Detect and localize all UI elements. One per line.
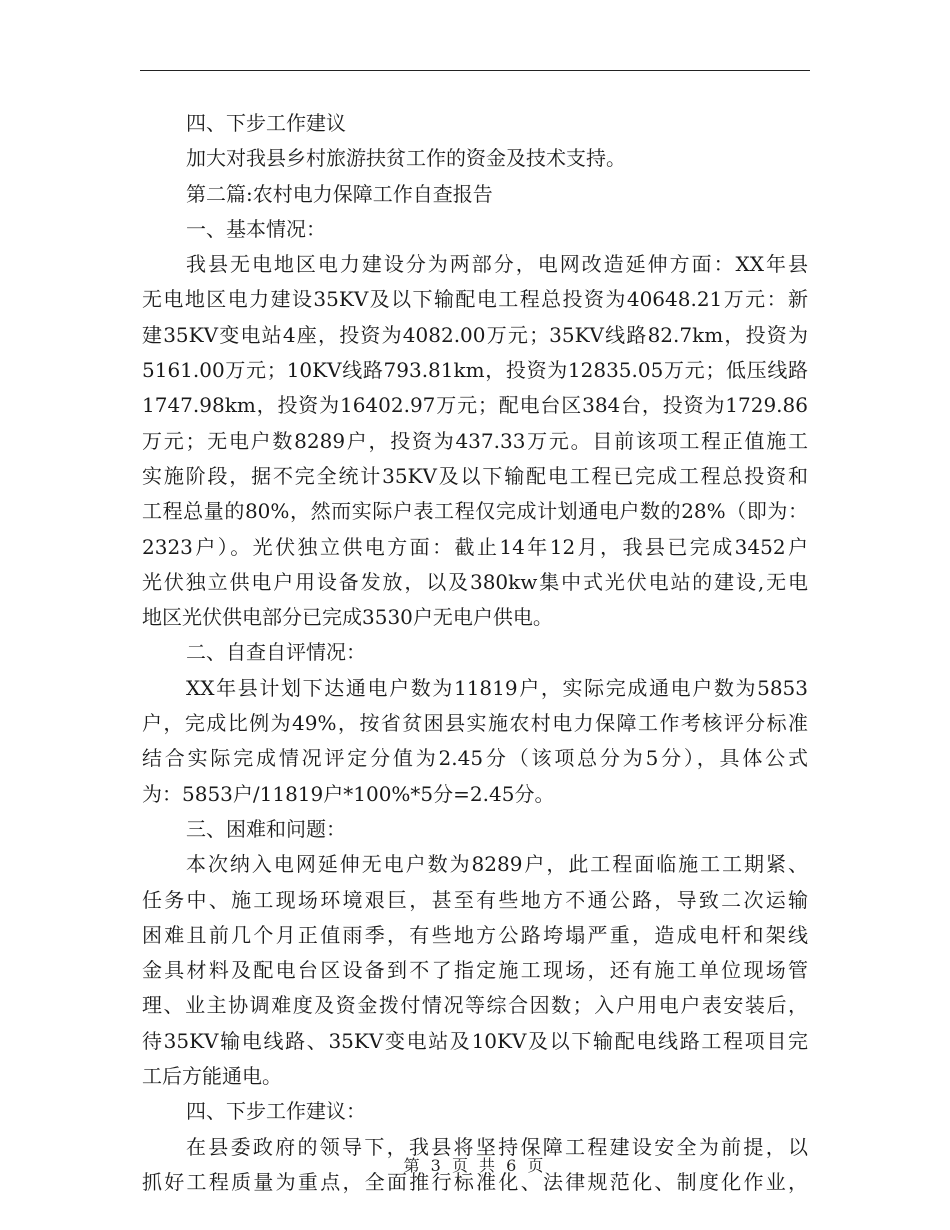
text-line: 在县委政府的领导下，我县将坚持保障工程建设安全为前提，以 xyxy=(186,1134,808,1159)
text-line: 为：5853户/11819户*100%*5分=2.45分。 xyxy=(142,781,555,806)
header-rule xyxy=(140,70,810,71)
text-line: 户，完成比例为49%，按省贫困县实施农村电力保障工作考核评分标准 xyxy=(142,711,808,736)
text-line: 建35KV变电站4座，投资为4082.00万元；35KV线路82.7km，投资为 xyxy=(142,322,808,347)
text-line: 加大对我县乡村旅游扶贫工作的资金及技术支持。 xyxy=(186,146,626,171)
text-line: 无电地区电力建设35KV及以下输配电工程总投资为40648.21万元：新 xyxy=(142,287,808,312)
text-line: 抓好工程质量为重点，全面推行标准化、法律规范化、制度化作业， xyxy=(142,1169,808,1194)
text-line: 任务中、施工现场环境艰巨，甚至有些地方不通公路，导致二次运输 xyxy=(142,887,808,912)
text-line: 2323户）。光伏独立供电方面：截止14年12月，我县已完成3452户 xyxy=(142,534,808,559)
text-line: 工程总量的80%，然而实际户表工程仅完成计划通电户数的28%（即为： xyxy=(142,499,808,524)
text-line: 二、自查自评情况： xyxy=(186,640,366,665)
text-line: 结合实际完成情况评定分值为2.45分（该项总分为5分），具体公式 xyxy=(142,746,808,771)
text-line: 四、下步工作建议： xyxy=(186,1099,366,1124)
text-line: 1747.98km，投资为16402.97万元；配电台区384台，投资为1729.86 xyxy=(142,393,808,418)
page-footer: 第 3 页 共 6 页 xyxy=(403,1156,547,1175)
text-line: 万元；无电户数8289户，投资为437.33万元。目前该项工程正值施工 xyxy=(142,428,808,453)
text-line: 实施阶段，据不完全统计35KV及以下输配电工程已完成工程总投资和 xyxy=(142,463,808,488)
document-body xyxy=(142,106,808,1200)
text-line: 理、业主协调难度及资金拨付情况等综合因数；入户用电户表安装后， xyxy=(142,993,808,1018)
text-line: 我县无电地区电力建设分为两部分，电网改造延伸方面：XX年县 xyxy=(186,252,808,277)
text-line: 5161.00万元；10KV线路793.81km，投资为12835.05万元；低压线路 xyxy=(142,358,808,383)
text-line: 困难且前几个月正值雨季，有些地方公路垮塌严重，造成电杆和架线 xyxy=(142,922,808,947)
text-line: 本次纳入电网延伸无电户数为8289户，此工程面临施工工期紧、 xyxy=(186,852,808,877)
text-line: 光伏独立供电户用设备发放，以及380kw集中式光伏电站的建设,无电 xyxy=(142,569,808,594)
text-line: 待35KV输电线路、35KV变电站及10KV及以下输配电线路工程项目完 xyxy=(142,1028,808,1053)
text-line: 工后方能通电。 xyxy=(142,1064,282,1089)
text-line: XX年县计划下达通电户数为11819户，实际完成通电户数为5853 xyxy=(186,675,808,700)
text-line: 三、困难和问题： xyxy=(186,816,346,841)
text-line: 四、下步工作建议 xyxy=(186,111,346,135)
text-line: 地区光伏供电部分已完成3530户无电户供电。 xyxy=(142,605,553,630)
text-line: 第二篇:农村电力保障工作自查报告 xyxy=(186,181,493,206)
text-line: 金具材料及配电台区设备到不了指定施工现场，还有施工单位现场管 xyxy=(142,958,808,983)
text-line: 一、基本情况： xyxy=(186,216,326,241)
